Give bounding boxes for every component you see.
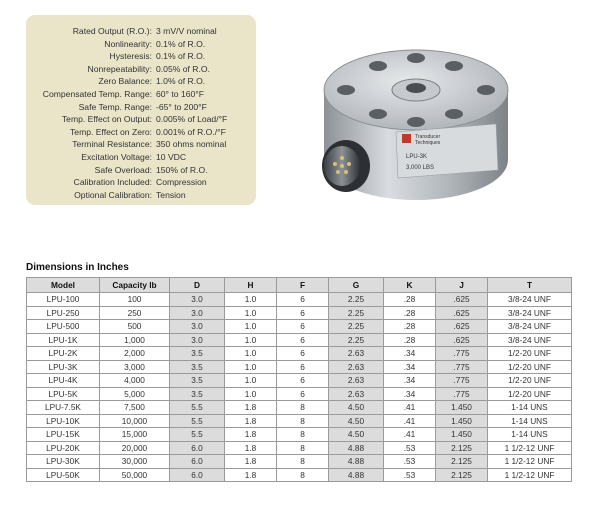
table-cell: 3.5: [170, 387, 225, 401]
table-cell: 3/8-24 UNF: [488, 306, 572, 320]
spec-label: Nonrepeatability:: [87, 63, 152, 74]
table-cell: LPU-2K: [27, 347, 100, 361]
table-cell: 1/2-20 UNF: [488, 387, 572, 401]
column-header: G: [329, 278, 384, 293]
table-cell: 2,000: [100, 347, 170, 361]
table-cell: .28: [384, 333, 436, 347]
spec-value: 150% of R.O.: [156, 164, 208, 175]
spec-label: Compensated Temp. Range:: [42, 89, 152, 99]
table-cell: 8: [277, 401, 329, 415]
table-cell: 1.0: [225, 374, 277, 388]
spec-label: Excitation Voltage:: [81, 152, 152, 162]
load-cell-photo: [296, 20, 536, 210]
dimensions-title: Dimensions in Inches: [26, 262, 129, 273]
table-cell: 3.0: [170, 333, 225, 347]
table-cell: 1 1/2-12 UNF: [488, 468, 572, 482]
table-cell: .775: [436, 360, 488, 374]
spec-row: [26, 88, 256, 101]
table-cell: 4.88: [329, 455, 384, 469]
table-cell: 3.5: [170, 374, 225, 388]
table-cell: 1-14 UNS: [488, 401, 572, 415]
table-cell: .53: [384, 455, 436, 469]
table-cell: 10,000: [100, 414, 170, 428]
table-cell: 1/2-20 UNF: [488, 374, 572, 388]
table-cell: 2.63: [329, 360, 384, 374]
table-cell: 2.63: [329, 374, 384, 388]
table-cell: 500: [100, 320, 170, 334]
table-cell: 1,000: [100, 333, 170, 347]
table-cell: 4.88: [329, 468, 384, 482]
table-cell: 3.5: [170, 360, 225, 374]
table-cell: .34: [384, 387, 436, 401]
table-cell: .53: [384, 441, 436, 455]
table-header-row: [27, 278, 572, 293]
column-header: K: [384, 278, 436, 293]
table-cell: 1.450: [436, 428, 488, 442]
column-header: Model: [27, 278, 100, 293]
table-cell: .775: [436, 387, 488, 401]
spec-row: [26, 25, 256, 38]
table-cell: 1.8: [225, 428, 277, 442]
table-cell: 15,000: [100, 428, 170, 442]
table-row: [27, 387, 572, 401]
spec-label: Hysteresis:: [109, 51, 152, 62]
spec-row: [26, 151, 256, 164]
spec-value: -65° to 200°F: [156, 101, 207, 112]
table-cell: 6.0: [170, 468, 225, 482]
table-cell: 8: [277, 414, 329, 428]
table-cell: 1.0: [225, 320, 277, 334]
table-cell: LPU-30K: [27, 455, 100, 469]
table-cell: 6: [277, 320, 329, 334]
spec-row: [26, 138, 256, 151]
column-header: Capacity lb: [100, 278, 170, 293]
spec-value: 0.1% of R.O.: [156, 51, 206, 62]
table-cell: LPU-100: [27, 293, 100, 307]
table-cell: 5.5: [170, 414, 225, 428]
label-plate: [396, 124, 498, 178]
table-row: [27, 401, 572, 415]
table-cell: 1/2-20 UNF: [488, 347, 572, 361]
table-cell: 1.0: [225, 306, 277, 320]
table-cell: 7,500: [100, 401, 170, 415]
table-cell: .775: [436, 347, 488, 361]
table-cell: 1.8: [225, 468, 277, 482]
table-cell: 2.25: [329, 293, 384, 307]
spec-value: 10 VDC: [156, 152, 187, 162]
table-cell: 6: [277, 306, 329, 320]
table-cell: 1 1/2-12 UNF: [488, 455, 572, 469]
table-cell: 1.0: [225, 360, 277, 374]
table-cell: LPU-500: [27, 320, 100, 334]
table-cell: 6: [277, 293, 329, 307]
table-cell: 4.50: [329, 414, 384, 428]
table-cell: 1-14 UNS: [488, 414, 572, 428]
table-cell: 3/8-24 UNF: [488, 293, 572, 307]
table-cell: .625: [436, 293, 488, 307]
table-cell: 2.125: [436, 455, 488, 469]
table-cell: .41: [384, 401, 436, 415]
table-row: [27, 360, 572, 374]
spec-row: [26, 189, 256, 202]
table-cell: 2.25: [329, 320, 384, 334]
table-cell: 3.0: [170, 306, 225, 320]
table-cell: 4.50: [329, 428, 384, 442]
table-cell: 1.0: [225, 387, 277, 401]
table-cell: 1.8: [225, 414, 277, 428]
column-header: J: [436, 278, 488, 293]
spec-value: Tension: [156, 189, 186, 200]
table-row: [27, 414, 572, 428]
spec-label: Safe Temp. Range:: [78, 101, 152, 112]
spec-value: Compression: [156, 177, 207, 188]
table-cell: 1.0: [225, 347, 277, 361]
table-cell: .28: [384, 320, 436, 334]
table-row: [27, 455, 572, 469]
table-row: [27, 441, 572, 455]
table-row: [27, 428, 572, 442]
table-cell: LPU-4K: [27, 374, 100, 388]
spec-row: [26, 50, 256, 63]
table-row: [27, 320, 572, 334]
spec-row: [26, 176, 256, 189]
table-cell: 3/8-24 UNF: [488, 333, 572, 347]
table-cell: .41: [384, 428, 436, 442]
spec-value: 350 ohms nominal: [156, 139, 227, 150]
spec-row: [26, 113, 256, 126]
spec-value: 0.1% of R.O.: [156, 38, 206, 49]
spec-row: [26, 164, 256, 177]
spec-label: Temp. Effect on Output:: [61, 114, 152, 125]
table-cell: 6.0: [170, 441, 225, 455]
table-cell: 1.450: [436, 401, 488, 415]
spec-label: Nonlinearity:: [104, 38, 152, 49]
table-cell: 3.0: [170, 320, 225, 334]
table-cell: LPU-20K: [27, 441, 100, 455]
table-cell: 3/8-24 UNF: [488, 320, 572, 334]
table-cell: 1-14 UNS: [488, 428, 572, 442]
spec-label: Optional Calibration:: [74, 189, 152, 200]
table-cell: .34: [384, 374, 436, 388]
spec-label: Zero Balance:: [98, 76, 152, 87]
spec-value: 0.005% of Load/°F: [156, 114, 228, 125]
table-cell: .775: [436, 374, 488, 388]
spec-value: 1.0% of R.O.: [156, 76, 206, 87]
table-row: [27, 347, 572, 361]
table-cell: 8: [277, 441, 329, 455]
spec-value: 0.05% of R.O.: [156, 63, 210, 74]
spec-value: 0.001% of R.O./°F: [156, 126, 226, 137]
table-row: [27, 374, 572, 388]
table-cell: LPU-3K: [27, 360, 100, 374]
table-cell: 1.450: [436, 414, 488, 428]
table-cell: 1.0: [225, 333, 277, 347]
table-cell: 5,000: [100, 387, 170, 401]
column-header: F: [277, 278, 329, 293]
column-header: D: [170, 278, 225, 293]
table-cell: 2.125: [436, 441, 488, 455]
spec-row: [26, 126, 256, 139]
table-cell: 4.88: [329, 441, 384, 455]
specifications-panel: [26, 15, 256, 205]
table-cell: LPU-1K: [27, 333, 100, 347]
spec-row: [26, 63, 256, 76]
plate-capacity: 3,000 LBS: [406, 165, 435, 171]
brand-logo-icon: [402, 134, 411, 143]
table-cell: 2.25: [329, 333, 384, 347]
spec-label: Rated Output (R.O.):: [72, 26, 152, 36]
table-cell: .34: [384, 347, 436, 361]
column-header: T: [488, 278, 572, 293]
table-cell: .34: [384, 360, 436, 374]
table-cell: 4,000: [100, 374, 170, 388]
table-row: [27, 293, 572, 307]
table-cell: 20,000: [100, 441, 170, 455]
table-cell: 2.63: [329, 387, 384, 401]
spec-row: [26, 75, 256, 88]
table-cell: LPU-5K: [27, 387, 100, 401]
table-cell: 3.5: [170, 347, 225, 361]
column-header: H: [225, 278, 277, 293]
table-cell: .625: [436, 320, 488, 334]
table-cell: 1/2-20 UNF: [488, 360, 572, 374]
table-cell: 1.8: [225, 441, 277, 455]
table-cell: 8: [277, 455, 329, 469]
spec-value: 60° to 160°F: [156, 89, 204, 99]
table-cell: 1 1/2-12 UNF: [488, 441, 572, 455]
table-cell: .28: [384, 293, 436, 307]
table-cell: LPU-15K: [27, 428, 100, 442]
table-cell: 50,000: [100, 468, 170, 482]
table-cell: 1.8: [225, 455, 277, 469]
table-cell: 6: [277, 333, 329, 347]
table-cell: 6.0: [170, 455, 225, 469]
table-cell: 2.25: [329, 306, 384, 320]
center-thread: [406, 83, 426, 93]
table-cell: .41: [384, 414, 436, 428]
spec-row: [26, 101, 256, 114]
plate-model: LPU-3K: [406, 154, 428, 160]
table-cell: 1.0: [225, 293, 277, 307]
table-cell: 6: [277, 360, 329, 374]
table-cell: 6: [277, 387, 329, 401]
spec-row: [26, 38, 256, 51]
table-cell: 1.8: [225, 401, 277, 415]
table-cell: 4.50: [329, 401, 384, 415]
spec-label: Temp. Effect on Zero:: [70, 126, 152, 137]
table-cell: 5.5: [170, 428, 225, 442]
table-cell: 30,000: [100, 455, 170, 469]
table-cell: .28: [384, 306, 436, 320]
table-cell: 6: [277, 347, 329, 361]
table-cell: 100: [100, 293, 170, 307]
spec-label: Terminal Resistance:: [72, 139, 152, 150]
table-cell: LPU-7.5K: [27, 401, 100, 415]
spec-label: Safe Overload:: [94, 164, 152, 175]
table-cell: 3.0: [170, 293, 225, 307]
table-row: [27, 333, 572, 347]
table-cell: LPU-250: [27, 306, 100, 320]
table-cell: 6: [277, 374, 329, 388]
table-row: [27, 468, 572, 482]
table-row: [27, 306, 572, 320]
table-cell: 2.125: [436, 468, 488, 482]
table-cell: .625: [436, 306, 488, 320]
table-cell: 5.5: [170, 401, 225, 415]
spec-label: Calibration Included:: [73, 177, 152, 188]
brand-name-line2: Techniques: [415, 140, 441, 146]
table-cell: 8: [277, 428, 329, 442]
brand-name-line1: Transducer: [415, 134, 441, 140]
table-cell: 3,000: [100, 360, 170, 374]
table-cell: LPU-10K: [27, 414, 100, 428]
table-cell: 2.63: [329, 347, 384, 361]
table-cell: 8: [277, 468, 329, 482]
table-cell: 250: [100, 306, 170, 320]
spec-value: 3 mV/V nominal: [156, 26, 217, 36]
table-cell: LPU-50K: [27, 468, 100, 482]
table-cell: .53: [384, 468, 436, 482]
table-cell: .625: [436, 333, 488, 347]
dimensions-table: [26, 277, 572, 482]
